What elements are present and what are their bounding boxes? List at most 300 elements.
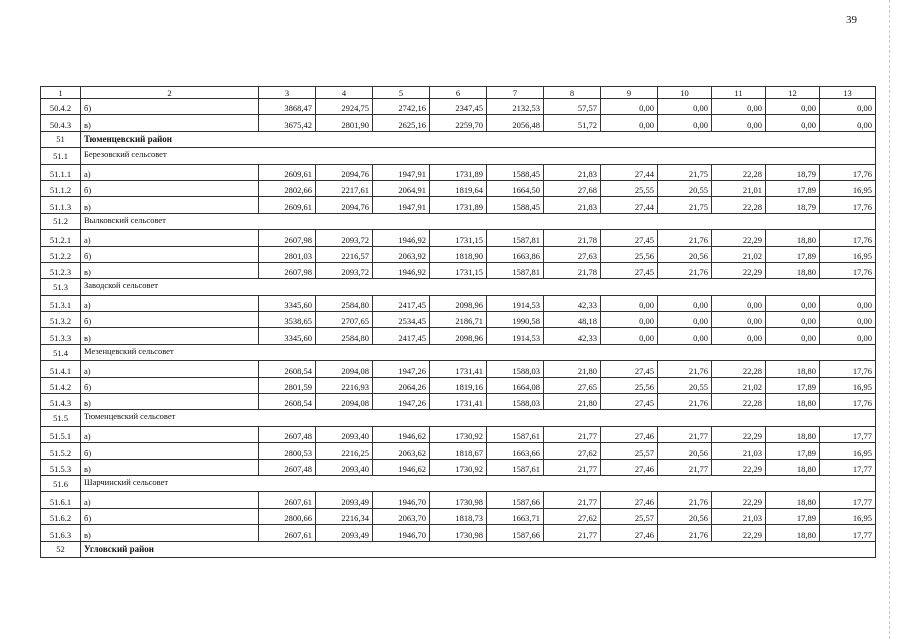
table-cell-value: 17,89 [766, 443, 820, 459]
settlement-row [41, 344, 876, 360]
district-name: Угловский район [81, 541, 876, 557]
table-cell-value: 1946,70 [373, 492, 430, 508]
table-cell-value: 25,55 [601, 180, 658, 196]
table-cell-value: 1587,66 [487, 492, 544, 508]
row-variant-label: в) [81, 525, 259, 541]
row-variant-label: в) [81, 262, 259, 278]
table-cell-value: 22,29 [712, 492, 766, 508]
table-row [41, 230, 876, 246]
row-code: 51.2 [41, 213, 81, 229]
table-cell-value: 27,62 [544, 443, 601, 459]
settlement-name: Заводской сельсовет [81, 279, 876, 295]
table-cell-value: 16,95 [820, 246, 876, 262]
row-code: 51.5 [41, 410, 81, 426]
table-cell-value: 1664,50 [487, 180, 544, 196]
table-cell-value: 1990,58 [487, 312, 544, 328]
table-cell-value: 2742,16 [373, 99, 430, 115]
column-header: 13 [820, 87, 876, 99]
table-cell-value: 2216,34 [316, 508, 373, 524]
table-cell-value: 1663,86 [487, 246, 544, 262]
row-code: 51.6.2 [41, 508, 81, 524]
table-cell-value: 2347,45 [430, 99, 487, 115]
column-header: 7 [487, 87, 544, 99]
column-header: 8 [544, 87, 601, 99]
table-cell-value: 2216,25 [316, 443, 373, 459]
table-cell-value: 21,77 [544, 459, 601, 475]
table-cell-value: 27,45 [601, 262, 658, 278]
table-cell-value: 17,89 [766, 180, 820, 196]
table-cell-value: 17,89 [766, 508, 820, 524]
table-cell-value: 1947,91 [373, 197, 430, 213]
row-variant-label: в) [81, 115, 259, 131]
table-cell-value: 27,68 [544, 180, 601, 196]
table-cell-value: 17,76 [820, 361, 876, 377]
table-cell-value: 2056,48 [487, 115, 544, 131]
settlement-name: Шарчинский сельсовет [81, 475, 876, 491]
table-cell-value: 2625,16 [373, 115, 430, 131]
table-cell-value: 22,29 [712, 230, 766, 246]
table-cell-value: 21,75 [658, 197, 712, 213]
table-cell-value: 17,77 [820, 459, 876, 475]
table-cell-value: 27,46 [601, 525, 658, 541]
table-cell-value: 18,80 [766, 394, 820, 410]
table-cell-value: 0,00 [820, 99, 876, 115]
table-cell-value: 1587,61 [487, 426, 544, 442]
settlement-row [41, 148, 876, 164]
settlement-name: Березовский сельсовет [81, 148, 876, 164]
row-code: 51.3.1 [41, 295, 81, 311]
table-cell-value: 22,29 [712, 525, 766, 541]
table-cell-value: 2216,93 [316, 377, 373, 393]
table-cell-value: 42,33 [544, 328, 601, 344]
table-row [41, 197, 876, 213]
table-cell-value: 2607,48 [259, 426, 316, 442]
column-header: 4 [316, 87, 373, 99]
table-cell-value: 1663,66 [487, 443, 544, 459]
row-code: 51 [41, 131, 81, 147]
column-header: 11 [712, 87, 766, 99]
table-cell-value: 21,80 [544, 361, 601, 377]
table-cell-value: 21,03 [712, 508, 766, 524]
table-cell-value: 1946,92 [373, 262, 430, 278]
table-cell-value: 21,76 [658, 361, 712, 377]
table-cell-value: 2801,03 [259, 246, 316, 262]
row-code: 51.2.3 [41, 262, 81, 278]
row-code: 51.3 [41, 279, 81, 295]
table-row [41, 328, 876, 344]
column-header: 12 [766, 87, 820, 99]
table-row [41, 492, 876, 508]
table-cell-value: 1819,64 [430, 180, 487, 196]
table-cell-value: 2801,90 [316, 115, 373, 131]
table-cell-value: 21,76 [658, 525, 712, 541]
table-cell-value: 21,75 [658, 164, 712, 180]
row-variant-label: а) [81, 295, 259, 311]
row-variant-label: б) [81, 508, 259, 524]
table-cell-value: 0,00 [712, 99, 766, 115]
table-cell-value: 21,77 [544, 492, 601, 508]
table-cell-value: 3538,65 [259, 312, 316, 328]
table-cell-value: 1731,41 [430, 361, 487, 377]
row-variant-label: б) [81, 180, 259, 196]
table-cell-value: 17,77 [820, 525, 876, 541]
settlement-row [41, 410, 876, 426]
row-code: 51.1 [41, 148, 81, 164]
table-cell-value: 17,77 [820, 426, 876, 442]
table-cell-value: 1731,15 [430, 262, 487, 278]
table-cell-value: 2093,40 [316, 459, 373, 475]
table-cell-value: 2924,75 [316, 99, 373, 115]
column-header: 9 [601, 87, 658, 99]
table-cell-value: 0,00 [658, 328, 712, 344]
table-cell-value: 18,80 [766, 525, 820, 541]
settlement-row [41, 213, 876, 229]
row-variant-label: в) [81, 459, 259, 475]
table-cell-value: 25,56 [601, 377, 658, 393]
table-cell-value: 2802,66 [259, 180, 316, 196]
table-cell-value: 21,77 [544, 426, 601, 442]
table-cell-value: 27,45 [601, 230, 658, 246]
table-cell-value: 18,80 [766, 492, 820, 508]
table-cell-value: 27,62 [544, 508, 601, 524]
table-cell-value: 0,00 [658, 115, 712, 131]
table-row [41, 377, 876, 393]
table-cell-value: 17,89 [766, 246, 820, 262]
table-cell-value: 21,83 [544, 164, 601, 180]
district-name: Тюменцевский район [81, 131, 876, 147]
table-cell-value: 27,65 [544, 377, 601, 393]
row-code: 51.6.3 [41, 525, 81, 541]
table-cell-value: 17,76 [820, 164, 876, 180]
table-cell-value: 1730,98 [430, 492, 487, 508]
table-row [41, 361, 876, 377]
table-cell-value: 1588,03 [487, 361, 544, 377]
table-cell-value: 1730,92 [430, 426, 487, 442]
table-cell-value: 27,63 [544, 246, 601, 262]
table-cell-value: 22,29 [712, 426, 766, 442]
table-cell-value: 42,33 [544, 295, 601, 311]
table-cell-value: 2608,54 [259, 361, 316, 377]
table-cell-value: 22,28 [712, 164, 766, 180]
table-cell-value: 2186,71 [430, 312, 487, 328]
table-cell-value: 2417,45 [373, 328, 430, 344]
row-code: 52 [41, 541, 81, 557]
row-variant-label: б) [81, 312, 259, 328]
table-row [41, 295, 876, 311]
table-row [41, 443, 876, 459]
table-cell-value: 2093,72 [316, 230, 373, 246]
table-cell-value: 3345,60 [259, 295, 316, 311]
table-cell-value: 18,80 [766, 361, 820, 377]
table-cell-value: 17,76 [820, 197, 876, 213]
table-cell-value: 1946,62 [373, 426, 430, 442]
table-cell-value: 21,03 [712, 443, 766, 459]
table-cell-value: 0,00 [820, 328, 876, 344]
table-cell-value: 16,95 [820, 508, 876, 524]
page-number: 39 [846, 14, 857, 26]
table-cell-value: 21,76 [658, 394, 712, 410]
table-cell-value: 21,78 [544, 262, 601, 278]
table-cell-value: 27,45 [601, 394, 658, 410]
row-code: 51.4.2 [41, 377, 81, 393]
header-row [41, 87, 876, 99]
table-cell-value: 17,89 [766, 377, 820, 393]
table-cell-value: 21,83 [544, 197, 601, 213]
table-cell-value: 1588,45 [487, 164, 544, 180]
table-cell-value: 2259,70 [430, 115, 487, 131]
table-cell-value: 17,77 [820, 492, 876, 508]
table-cell-value: 17,76 [820, 394, 876, 410]
row-variant-label: б) [81, 246, 259, 262]
table-cell-value: 2607,98 [259, 262, 316, 278]
table-cell-value: 2063,62 [373, 443, 430, 459]
table-cell-value: 25,57 [601, 443, 658, 459]
table-cell-value: 1587,61 [487, 459, 544, 475]
table-row [41, 459, 876, 475]
table-row [41, 394, 876, 410]
table-cell-value: 20,56 [658, 246, 712, 262]
table-cell-value: 2417,45 [373, 295, 430, 311]
row-code: 51.5.3 [41, 459, 81, 475]
table-cell-value: 2584,80 [316, 295, 373, 311]
table-cell-value: 1731,15 [430, 230, 487, 246]
table-cell-value: 1731,89 [430, 197, 487, 213]
table-cell-value: 0,00 [658, 295, 712, 311]
table-cell-value: 0,00 [658, 312, 712, 328]
table-cell-value: 3345,60 [259, 328, 316, 344]
table-cell-value: 2098,96 [430, 328, 487, 344]
table-cell-value: 21,76 [658, 492, 712, 508]
table-cell-value: 0,00 [712, 295, 766, 311]
settlement-row [41, 475, 876, 491]
table-cell-value: 22,28 [712, 361, 766, 377]
table-cell-value: 21,02 [712, 246, 766, 262]
table-cell-value: 2216,57 [316, 246, 373, 262]
table-cell-value: 25,56 [601, 246, 658, 262]
table-cell-value: 0,00 [766, 115, 820, 131]
table-cell-value: 21,01 [712, 180, 766, 196]
table-cell-value: 0,00 [601, 115, 658, 131]
table-cell-value: 21,76 [658, 230, 712, 246]
table-cell-value: 2064,26 [373, 377, 430, 393]
table-row [41, 180, 876, 196]
table-cell-value: 0,00 [766, 99, 820, 115]
table-cell-value: 21,77 [544, 525, 601, 541]
table-cell-value: 21,76 [658, 262, 712, 278]
column-header: 3 [259, 87, 316, 99]
row-code: 50.4.3 [41, 115, 81, 131]
table-cell-value: 2607,48 [259, 459, 316, 475]
table-cell-value: 2608,54 [259, 394, 316, 410]
table-cell-value: 48,18 [544, 312, 601, 328]
table-cell-value: 27,44 [601, 197, 658, 213]
table-cell-value: 0,00 [601, 295, 658, 311]
table-cell-value: 20,55 [658, 180, 712, 196]
table-row [41, 508, 876, 524]
table-cell-value: 22,28 [712, 394, 766, 410]
table-cell-value: 1730,92 [430, 459, 487, 475]
table-cell-value: 2609,61 [259, 164, 316, 180]
table-cell-value: 2093,49 [316, 492, 373, 508]
table-cell-value: 1587,81 [487, 230, 544, 246]
table-cell-value: 2707,65 [316, 312, 373, 328]
settlement-name: Тюменцевский сельсовет [81, 410, 876, 426]
table-cell-value: 2093,72 [316, 262, 373, 278]
table-cell-value: 3868,47 [259, 99, 316, 115]
column-header: 2 [81, 87, 259, 99]
table-cell-value: 51,72 [544, 115, 601, 131]
table-cell-value: 1946,92 [373, 230, 430, 246]
row-code: 51.2.1 [41, 230, 81, 246]
table-cell-value: 1731,89 [430, 164, 487, 180]
table-cell-value: 1914,53 [487, 295, 544, 311]
table-cell-value: 1818,67 [430, 443, 487, 459]
table-cell-value: 27,46 [601, 426, 658, 442]
table-cell-value: 1818,90 [430, 246, 487, 262]
row-variant-label: а) [81, 230, 259, 246]
table-cell-value: 27,46 [601, 459, 658, 475]
table-cell-value: 0,00 [766, 328, 820, 344]
table-cell-value: 1819,16 [430, 377, 487, 393]
row-code: 51.3.3 [41, 328, 81, 344]
row-code: 51.5.1 [41, 426, 81, 442]
table-cell-value: 21,78 [544, 230, 601, 246]
table-cell-value: 2609,61 [259, 197, 316, 213]
table-cell-value: 1587,66 [487, 525, 544, 541]
table-cell-value: 0,00 [766, 312, 820, 328]
table-cell-value: 0,00 [766, 295, 820, 311]
table-row [41, 246, 876, 262]
table-row [41, 525, 876, 541]
row-variant-label: а) [81, 361, 259, 377]
table-cell-value: 2800,53 [259, 443, 316, 459]
table-row [41, 115, 876, 131]
table-cell-value: 1730,98 [430, 525, 487, 541]
table-cell-value: 18,80 [766, 230, 820, 246]
table-cell-value: 1731,41 [430, 394, 487, 410]
row-code: 51.2.2 [41, 246, 81, 262]
row-variant-label: в) [81, 197, 259, 213]
table-cell-value: 27,45 [601, 361, 658, 377]
table-body [41, 87, 876, 558]
table-cell-value: 2801,59 [259, 377, 316, 393]
table-cell-value: 2607,98 [259, 230, 316, 246]
table-cell-value: 1914,53 [487, 328, 544, 344]
table-cell-value: 27,46 [601, 492, 658, 508]
table-cell-value: 0,00 [712, 328, 766, 344]
table-cell-value: 0,00 [712, 115, 766, 131]
table-cell-value: 2063,70 [373, 508, 430, 524]
table-cell-value: 18,80 [766, 262, 820, 278]
row-code: 51.6 [41, 475, 81, 491]
row-code: 51.4 [41, 344, 81, 360]
table-row [41, 99, 876, 115]
table-cell-value: 0,00 [601, 328, 658, 344]
table-cell-value: 22,29 [712, 459, 766, 475]
table-cell-value: 2132,53 [487, 99, 544, 115]
table-row [41, 426, 876, 442]
table-cell-value: 16,95 [820, 443, 876, 459]
table-cell-value: 2098,96 [430, 295, 487, 311]
table-cell-value: 17,76 [820, 262, 876, 278]
settlement-name: Вылковский сельсовет [81, 213, 876, 229]
table-cell-value: 1663,71 [487, 508, 544, 524]
table-cell-value: 57,57 [544, 99, 601, 115]
tariff-table [40, 86, 876, 558]
column-header: 10 [658, 87, 712, 99]
row-variant-label: в) [81, 328, 259, 344]
row-code: 51.4.3 [41, 394, 81, 410]
table-cell-value: 1947,26 [373, 394, 430, 410]
table-cell-value: 0,00 [601, 312, 658, 328]
settlement-row [41, 279, 876, 295]
table-cell-value: 1947,91 [373, 164, 430, 180]
table-cell-value: 0,00 [820, 295, 876, 311]
row-code: 51.1.1 [41, 164, 81, 180]
table-cell-value: 1588,03 [487, 394, 544, 410]
table-cell-value: 22,28 [712, 197, 766, 213]
table-cell-value: 2607,61 [259, 492, 316, 508]
row-variant-label: б) [81, 377, 259, 393]
table-cell-value: 1588,45 [487, 197, 544, 213]
table-cell-value: 21,77 [658, 426, 712, 442]
table-cell-value: 16,95 [820, 377, 876, 393]
table-cell-value: 1946,62 [373, 459, 430, 475]
table-cell-value: 0,00 [712, 312, 766, 328]
row-code: 51.3.2 [41, 312, 81, 328]
table-cell-value: 1664,08 [487, 377, 544, 393]
row-variant-label: а) [81, 492, 259, 508]
column-header: 6 [430, 87, 487, 99]
row-code: 51.1.3 [41, 197, 81, 213]
table-cell-value: 20,55 [658, 377, 712, 393]
table-cell-value: 21,80 [544, 394, 601, 410]
row-code: 51.5.2 [41, 443, 81, 459]
row-code: 50.4.2 [41, 99, 81, 115]
table-cell-value: 18,79 [766, 197, 820, 213]
table-cell-value: 20,56 [658, 443, 712, 459]
table-cell-value: 18,80 [766, 426, 820, 442]
table-cell-value: 18,80 [766, 459, 820, 475]
page-edge-divider [889, 0, 890, 639]
row-variant-label: б) [81, 443, 259, 459]
table-cell-value: 2064,91 [373, 180, 430, 196]
table-cell-value: 16,95 [820, 180, 876, 196]
table-cell-value: 22,29 [712, 262, 766, 278]
row-code: 51.1.2 [41, 180, 81, 196]
table-cell-value: 20,56 [658, 508, 712, 524]
table-row [41, 164, 876, 180]
row-code: 51.4.1 [41, 361, 81, 377]
row-variant-label: а) [81, 164, 259, 180]
table-cell-value: 2534,45 [373, 312, 430, 328]
table-cell-value: 21,02 [712, 377, 766, 393]
table-cell-value: 0,00 [601, 99, 658, 115]
column-header: 5 [373, 87, 430, 99]
table-cell-value: 25,57 [601, 508, 658, 524]
table-cell-value: 2584,80 [316, 328, 373, 344]
district-row [41, 131, 876, 147]
table-cell-value: 2093,40 [316, 426, 373, 442]
table-row [41, 262, 876, 278]
table-cell-value: 2094,08 [316, 361, 373, 377]
table-cell-value: 2094,76 [316, 164, 373, 180]
table-cell-value: 2607,61 [259, 525, 316, 541]
table-cell-value: 18,79 [766, 164, 820, 180]
row-variant-label: б) [81, 99, 259, 115]
row-variant-label: в) [81, 394, 259, 410]
table-cell-value: 1947,26 [373, 361, 430, 377]
